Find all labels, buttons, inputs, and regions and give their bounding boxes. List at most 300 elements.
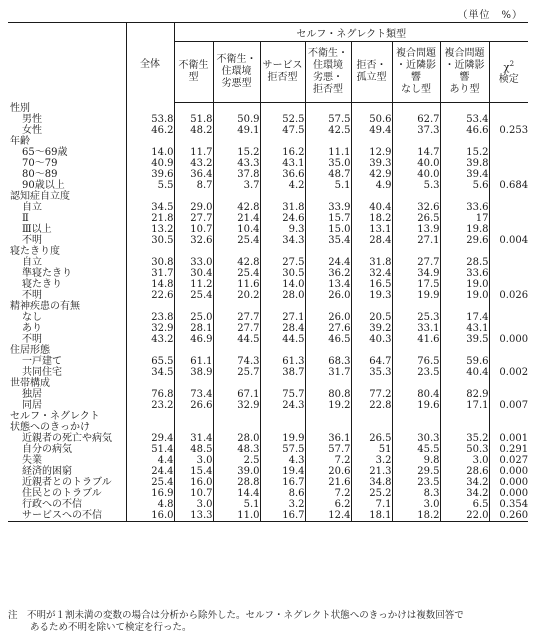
cell-empty (440, 191, 489, 202)
cell-value: 47.5 (260, 125, 305, 136)
cell-empty (351, 103, 392, 115)
cell-value: 57.5 (260, 444, 305, 455)
cell-empty (489, 411, 528, 422)
cell-value: 11.0 (213, 510, 260, 522)
cell-value: 21.6 (305, 477, 351, 488)
cell-total: 4.4 (126, 455, 174, 466)
row-label: 共同住宅 (22, 367, 62, 378)
col-header-line: 劣悪型 (221, 78, 252, 89)
cell-empty (126, 191, 174, 202)
cell-value: 34.3 (260, 235, 305, 246)
col-header-line: 型 (188, 72, 199, 83)
cell-value: 27.5 (260, 257, 305, 268)
cell-total: 22.6 (126, 290, 174, 301)
cell-empty (260, 246, 305, 257)
cell-value: 49.4 (351, 125, 392, 136)
cell-value: 20.5 (351, 312, 392, 323)
cell-value: 8.3 (392, 488, 440, 499)
cell-value: 43.3 (213, 158, 260, 169)
row-header-blank (8, 23, 126, 103)
table-row (8, 257, 528, 268)
table-row (8, 125, 528, 136)
cell-value: 9.8 (392, 455, 440, 466)
cell-chi (489, 257, 528, 268)
col-header-line: あり型 (449, 84, 480, 95)
col-header-line: 複合問題 (444, 48, 485, 59)
cell-value: 19.0 (440, 279, 489, 290)
cell-value: 75.7 (260, 389, 305, 400)
cell-empty (126, 246, 174, 257)
cell-value: 30.3 (392, 433, 440, 444)
cell-value: 33.6 (440, 268, 489, 279)
cell-chi (489, 279, 528, 290)
col-header-total: 全体 (126, 23, 174, 103)
col-header-6 (392, 42, 440, 103)
cell-value: 26.5 (351, 433, 392, 444)
category-row (8, 422, 528, 433)
cell-value: 19.8 (440, 224, 489, 235)
cell-value: 27.6 (305, 323, 351, 334)
cell-empty (126, 422, 174, 433)
cell-chi (489, 202, 528, 213)
cell-empty (351, 136, 392, 147)
cell-total: 43.2 (126, 334, 174, 345)
table-row (8, 180, 528, 191)
row-label: 90歳以上 (22, 180, 65, 191)
cell-value: 26.0 (305, 312, 351, 323)
cell-chi: 0.000 (489, 488, 528, 499)
cell-value: 31.8 (260, 202, 305, 213)
table-row (8, 334, 528, 345)
col-header-line: なし型 (401, 84, 431, 95)
cell-value: 50.3 (440, 444, 489, 455)
col-header-line: 住環境 (221, 66, 252, 77)
cell-total: 13.2 (126, 224, 174, 235)
cell-value: 21.3 (351, 466, 392, 477)
category-label: 性別 (10, 102, 30, 114)
row-label: 住民とのトラブル (22, 488, 102, 499)
cell-value: 32.6 (174, 235, 213, 246)
cell-value: 14.4 (213, 488, 260, 499)
table-row (8, 114, 528, 125)
row-label: 不明 (22, 290, 42, 301)
cell-empty (213, 411, 260, 422)
cell-empty (392, 411, 440, 422)
cell-value: 39.4 (440, 169, 489, 180)
category-label: 年齢 (10, 136, 30, 147)
cell-empty (305, 378, 351, 389)
cell-empty (213, 422, 260, 433)
cell-value: 46.9 (174, 334, 213, 345)
table-row (8, 235, 528, 246)
table-row (8, 290, 528, 301)
cell-value: 31.4 (174, 433, 213, 444)
table-row (8, 444, 528, 455)
table-row (8, 400, 528, 411)
cell-empty (489, 136, 528, 147)
cell-chi: 0.027 (489, 455, 528, 466)
cell-value: 42.5 (305, 125, 351, 136)
cell-empty (305, 103, 351, 115)
category-row (8, 345, 528, 356)
cell-chi: 0.354 (489, 499, 528, 510)
cell-value: 15.2 (213, 147, 260, 158)
cell-value: 50.6 (351, 114, 392, 125)
cell-empty (174, 301, 213, 312)
cell-empty (174, 422, 213, 433)
col-header-4 (305, 42, 351, 103)
cell-value: 80.4 (392, 389, 440, 400)
group-header: セルフ・ネグレクト類型 (174, 23, 528, 42)
cell-value: 11.7 (174, 147, 213, 158)
category-label: 世帯構成 (10, 378, 50, 389)
cell-value: 59.6 (440, 356, 489, 367)
cell-value: 25.4 (213, 268, 260, 279)
col-header-line: 複合問題 (396, 48, 436, 59)
cell-value: 44.5 (260, 334, 305, 345)
cell-value: 19.2 (305, 400, 351, 411)
cell-value: 32.9 (213, 400, 260, 411)
cell-value: 18.2 (351, 213, 392, 224)
table-row (8, 389, 528, 400)
cell-value: 28.4 (260, 323, 305, 334)
cell-value: 3.0 (174, 455, 213, 466)
row-label: 不明 (22, 334, 42, 345)
cell-value: 28.1 (174, 323, 213, 334)
col-header-line: 拒否型 (313, 84, 343, 95)
cell-empty (126, 378, 174, 389)
cell-value: 82.9 (440, 389, 489, 400)
cell-value: 21.4 (213, 213, 260, 224)
category-row (8, 246, 528, 257)
cell-empty (126, 411, 174, 422)
cell-empty (392, 345, 440, 356)
cell-value: 32.4 (351, 268, 392, 279)
cell-value: 11.1 (305, 147, 351, 158)
row-label: 近親者の死亡や病気 (22, 433, 112, 444)
col-header-line: 劣悪・ (313, 72, 343, 83)
table-row (8, 279, 528, 290)
cell-value: 73.4 (174, 389, 213, 400)
cell-value: 5.1 (213, 499, 260, 510)
cell-chi (489, 224, 528, 235)
chi-symbol: χ (503, 62, 510, 74)
footnote (8, 610, 532, 634)
table-row (8, 323, 528, 334)
cell-value: 31.8 (351, 257, 392, 268)
cell-empty (174, 378, 213, 389)
cell-value: 10.7 (174, 224, 213, 235)
table-row (8, 433, 528, 444)
cell-value: 25.0 (174, 312, 213, 323)
row-label: なし (22, 312, 42, 323)
cell-value: 42.8 (213, 202, 260, 213)
cell-value: 49.1 (213, 125, 260, 136)
cell-value: 62.7 (392, 114, 440, 125)
cell-value: 11.6 (213, 279, 260, 290)
cell-value: 34.8 (351, 477, 392, 488)
category-row (8, 301, 528, 312)
table-row (8, 466, 528, 477)
cell-value: 40.0 (392, 158, 440, 169)
cell-value: 42.8 (213, 257, 260, 268)
cell-total: 53.8 (126, 114, 174, 125)
category-label: 精神疾患の有無 (10, 301, 80, 312)
cell-total: 31.7 (126, 268, 174, 279)
cell-value: 8.6 (260, 488, 305, 499)
cell-value: 22.8 (351, 400, 392, 411)
cell-value: 34.9 (392, 268, 440, 279)
cell-total: 14.8 (126, 279, 174, 290)
category-row (8, 378, 528, 389)
cell-value: 8.7 (174, 180, 213, 191)
cell-value: 48.7 (305, 169, 351, 180)
col-header-line: 不衛生・ (216, 54, 257, 65)
cell-value: 15.2 (440, 147, 489, 158)
cell-value: 22.0 (440, 510, 489, 522)
cell-chi (489, 169, 528, 180)
cell-value: 48.5 (174, 444, 213, 455)
cell-empty (174, 191, 213, 202)
col-header-line: 拒否・ (356, 60, 387, 71)
cell-total: 34.5 (126, 202, 174, 213)
cell-value: 13.4 (305, 279, 351, 290)
cell-value: 25.4 (213, 235, 260, 246)
cell-total: 5.5 (126, 180, 174, 191)
cell-value: 37.3 (392, 125, 440, 136)
footnote-line-2: あるため不明を除いて検定を行った。 (30, 622, 192, 633)
cell-value: 28.6 (440, 466, 489, 477)
cell-chi: 0.000 (489, 466, 528, 477)
cell-value: 3.7 (213, 180, 260, 191)
cell-empty (440, 246, 489, 257)
cell-total: 46.2 (126, 125, 174, 136)
cell-total: 23.2 (126, 400, 174, 411)
cell-chi: 0.291 (489, 444, 528, 455)
cell-value: 48.3 (213, 444, 260, 455)
cell-empty (351, 345, 392, 356)
cell-chi: 0.001 (489, 433, 528, 444)
cell-value: 3.0 (392, 499, 440, 510)
cell-value: 28.8 (213, 477, 260, 488)
cell-value: 48.2 (174, 125, 213, 136)
col-header-line: 不衛生・ (308, 48, 348, 59)
cell-total: 40.9 (126, 158, 174, 169)
row-label: 行政への不信 (22, 499, 82, 510)
cell-value: 13.9 (392, 224, 440, 235)
cell-empty (440, 378, 489, 389)
cell-value: 39.0 (213, 466, 260, 477)
cell-value: 33.6 (440, 202, 489, 213)
cell-chi (489, 268, 528, 279)
row-label: あり (22, 323, 42, 334)
cell-chi (489, 312, 528, 323)
cell-value: 38.7 (260, 367, 305, 378)
cell-value: 24.4 (305, 257, 351, 268)
row-label: 失業 (22, 455, 42, 466)
cell-value: 5.1 (305, 180, 351, 191)
chi-label-2: 検定 (498, 74, 519, 86)
cell-value: 36.4 (174, 169, 213, 180)
cell-empty (440, 103, 489, 115)
cell-value: 3.0 (174, 499, 213, 510)
category-label: 状態へのきっかけ (10, 422, 90, 433)
cell-chi: 0.000 (489, 334, 528, 345)
cell-value: 35.3 (351, 367, 392, 378)
cell-value: 25.4 (174, 290, 213, 301)
cell-empty (174, 136, 213, 147)
row-label: 自立 (22, 202, 42, 213)
cell-chi: 0.253 (489, 125, 528, 136)
cell-empty (260, 103, 305, 115)
cell-value: 20.2 (213, 290, 260, 301)
row-label: 自立 (22, 257, 42, 268)
cell-empty (174, 411, 213, 422)
data-table (8, 22, 528, 522)
cell-empty (305, 136, 351, 147)
cell-value: 19.3 (351, 290, 392, 301)
cell-empty (440, 422, 489, 433)
cell-empty (305, 246, 351, 257)
cell-value: 7.2 (305, 488, 351, 499)
cell-value: 19.6 (392, 400, 440, 411)
cell-empty (305, 345, 351, 356)
cell-chi: 0.000 (489, 477, 528, 488)
row-label: 寝たきり (22, 279, 62, 290)
table-row (8, 477, 528, 488)
category-row (8, 411, 528, 422)
cell-value: 28.4 (351, 235, 392, 246)
cell-empty (260, 345, 305, 356)
cell-value: 30.5 (260, 268, 305, 279)
cell-empty (126, 345, 174, 356)
category-row (8, 136, 528, 147)
cell-value: 64.7 (351, 356, 392, 367)
col-header-line: ・近隣影響 (444, 60, 485, 83)
cell-value: 17 (440, 213, 489, 224)
cell-empty (392, 103, 440, 115)
cell-value: 23.5 (392, 477, 440, 488)
cell-total: 21.8 (126, 213, 174, 224)
cell-value: 16.0 (174, 477, 213, 488)
category-label: 住居形態 (10, 345, 50, 356)
col-header-7 (440, 42, 489, 103)
cell-value: 24.6 (260, 213, 305, 224)
cell-value: 77.2 (351, 389, 392, 400)
cell-value: 15.4 (174, 466, 213, 477)
cell-value: 39.3 (351, 158, 392, 169)
cell-value: 34.2 (440, 477, 489, 488)
category-row (8, 191, 528, 202)
cell-empty (305, 411, 351, 422)
cell-empty (260, 378, 305, 389)
cell-value: 10.7 (174, 488, 213, 499)
col-header-chi (489, 42, 528, 103)
cell-value: 19.0 (440, 290, 489, 301)
col-header-3 (260, 42, 305, 103)
cell-value: 53.4 (440, 114, 489, 125)
row-label: 一戸建て (22, 356, 62, 367)
category-label: 認知症自立度 (10, 191, 70, 202)
row-label: 独居 (22, 389, 42, 400)
cell-value: 44.5 (213, 334, 260, 345)
cell-empty (392, 246, 440, 257)
cell-value: 43.1 (440, 323, 489, 334)
cell-chi (489, 114, 528, 125)
cell-value: 17.1 (440, 400, 489, 411)
cell-value: 27.1 (260, 312, 305, 323)
cell-value: 80.8 (305, 389, 351, 400)
cell-empty (213, 191, 260, 202)
table-row (8, 510, 528, 522)
cell-total: 16.9 (126, 488, 174, 499)
cell-empty (351, 422, 392, 433)
cell-empty (213, 103, 260, 115)
cell-chi (489, 213, 528, 224)
table-row (8, 224, 528, 235)
cell-value: 9.3 (260, 224, 305, 235)
cell-empty (440, 136, 489, 147)
cell-value: 26.5 (392, 213, 440, 224)
cell-value: 15.7 (305, 213, 351, 224)
cell-value: 43.2 (174, 158, 213, 169)
cell-empty (489, 345, 528, 356)
cell-value: 17.5 (392, 279, 440, 290)
cell-chi: 0.002 (489, 367, 528, 378)
col-header-line: 拒否型 (267, 72, 298, 83)
cell-empty (174, 103, 213, 115)
cell-total: 30.8 (126, 257, 174, 268)
cell-empty (305, 301, 351, 312)
row-label: Ⅱ (22, 213, 29, 224)
cell-value: 20.6 (305, 466, 351, 477)
cell-chi (489, 158, 528, 169)
unit-label: （単位 %） (457, 10, 523, 21)
cell-total: 16.0 (126, 510, 174, 522)
table-row (8, 147, 528, 158)
row-label: Ⅲ以上 (22, 224, 52, 235)
cell-value: 45.5 (392, 444, 440, 455)
cell-empty (126, 136, 174, 147)
cell-value: 61.1 (174, 356, 213, 367)
cell-value: 29.0 (174, 202, 213, 213)
cell-value: 26.0 (305, 290, 351, 301)
cell-value: 12.9 (351, 147, 392, 158)
cell-value: 39.5 (440, 334, 489, 345)
cell-value: 40.3 (351, 334, 392, 345)
cell-value: 17.4 (440, 312, 489, 323)
cell-value: 11.2 (174, 279, 213, 290)
col-header-5 (351, 42, 392, 103)
cell-total: 29.4 (126, 433, 174, 444)
cell-value: 76.5 (392, 356, 440, 367)
cell-empty (126, 103, 174, 115)
cell-value: 50.9 (213, 114, 260, 125)
cell-value: 7.2 (305, 455, 351, 466)
cell-value: 36.1 (305, 433, 351, 444)
cell-empty (351, 411, 392, 422)
table-row (8, 367, 528, 378)
cell-value: 16.7 (260, 510, 305, 522)
cell-value: 14.7 (392, 147, 440, 158)
cell-total: 23.8 (126, 312, 174, 323)
cell-value: 16.7 (260, 477, 305, 488)
cell-empty (489, 246, 528, 257)
cell-empty (260, 191, 305, 202)
cell-value: 2.5 (213, 455, 260, 466)
cell-value: 35.0 (305, 158, 351, 169)
cell-value: 40.4 (440, 367, 489, 378)
